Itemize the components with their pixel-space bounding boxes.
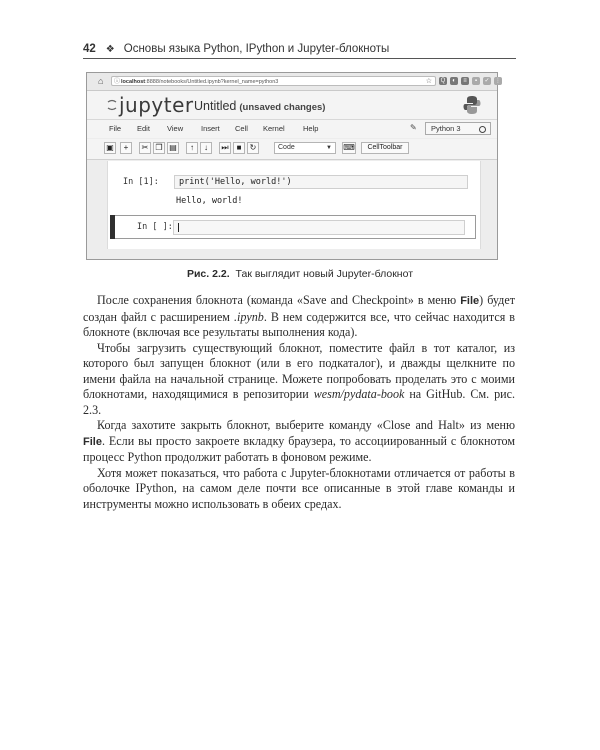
menu-file[interactable]: File: [109, 124, 122, 133]
body-text: [83, 293, 515, 512]
notebook-title[interactable]: Untitled (unsaved changes): [194, 99, 326, 113]
menu-kernel[interactable]: Kernel: [263, 124, 285, 133]
run-icon[interactable]: ⏭: [219, 142, 231, 154]
restart-icon[interactable]: ↻: [247, 142, 259, 154]
diamond-ornament-icon: ❖: [105, 43, 115, 55]
menu-help[interactable]: Help: [303, 124, 319, 133]
keyboard-icon[interactable]: ⌨: [343, 143, 355, 152]
bookmark-star-icon[interactable]: ☆: [425, 78, 432, 85]
kernel-indicator[interactable]: [425, 122, 491, 135]
kernel-name: Python 3: [431, 124, 461, 133]
cell-output: Hello, world!: [176, 196, 243, 206]
selected-code-cell[interactable]: [110, 215, 476, 239]
extension-icon[interactable]: ≡: [461, 77, 469, 85]
info-icon: ⓘ: [114, 79, 121, 85]
input-prompt: In [1]:: [123, 177, 159, 187]
copy-icon[interactable]: ❐: [153, 142, 165, 154]
browser-bar: [87, 73, 501, 91]
home-icon[interactable]: ⌂: [98, 76, 104, 86]
notebook-container: [107, 161, 481, 249]
menu-icon[interactable]: ⋮: [495, 78, 501, 84]
extension-icon[interactable]: ✓: [484, 78, 490, 84]
caption-label: Рис. 2.2.: [186, 268, 230, 280]
kernel-idle-icon: [479, 126, 486, 133]
zoom-icon[interactable]: Q: [440, 78, 446, 84]
stop-icon[interactable]: ■: [233, 142, 245, 154]
figure-caption: [0, 268, 600, 280]
paragraph: Хотя может показаться, что работа с Jupyter-блокнотами отличается от работы в оболочке IPython, на самом деле почти все описанные в этой главе команды и инструменты можно использовать в обеих средах.: [83, 465, 515, 511]
page-number: 42: [83, 43, 96, 55]
notebook-toolbar: [87, 139, 497, 160]
jupyter-screenshot-figure: [86, 72, 501, 260]
move-down-icon[interactable]: ↓: [200, 142, 212, 154]
python-logo-icon: [463, 95, 481, 115]
cut-icon[interactable]: ✂: [139, 142, 151, 154]
paragraph: Чтобы загрузить существующий блокнот, поместите файл в тот каталог, из которого был запущен блокнот (или в его подкаталог), и дважды щелкните по имени файла на начальной странице. Можете попробовать проделать это с моими блокнотами, находящимися в репозитории wesm/pydata-book на GitHub. См. рис. 2.3.: [83, 340, 515, 417]
menu-edit[interactable]: Edit: [137, 124, 150, 133]
address-bar[interactable]: [111, 76, 436, 86]
text-cursor: [178, 223, 179, 232]
extension-icon[interactable]: ◐: [450, 77, 458, 85]
celltoolbar-button[interactable]: CellToolbar: [361, 142, 409, 154]
code-input[interactable]: [174, 175, 468, 189]
menu-cell[interactable]: Cell: [235, 124, 248, 133]
save-icon[interactable]: ▣: [104, 142, 116, 154]
paragraph: После сохранения блокнота (команда «Save and Checkpoint» в меню File) будет создан файл с расширением .ipynb. В нем содержится все, что сейчас находится в блокноте (включая все результаты выполнения кода).: [83, 293, 515, 339]
insert-cell-icon[interactable]: +: [120, 142, 132, 154]
browser-extensions: [439, 77, 502, 85]
edit-pencil-icon[interactable]: ✎: [410, 123, 417, 132]
paste-icon[interactable]: ▤: [167, 142, 179, 154]
url-text: localhost:8888/notebooks/Untitled.ipynb?kernel_name=python3: [121, 79, 279, 85]
code-cell[interactable]: [118, 167, 474, 207]
page-header: [83, 40, 516, 59]
move-up-icon[interactable]: ↑: [186, 142, 198, 154]
menu-insert[interactable]: Insert: [201, 124, 220, 133]
save-status: (unsaved changes): [239, 102, 326, 113]
code-input[interactable]: [173, 220, 465, 235]
menu-view[interactable]: View: [167, 124, 184, 133]
code-text: print('Hello, world!'): [179, 177, 292, 187]
jupyter-header: [87, 91, 497, 119]
input-prompt: In [ ]:: [137, 222, 173, 232]
caption-text: Так выглядит новый Jupyter-блокнот: [235, 268, 414, 280]
running-title: Основы языка Python, IPython и Jupyter-блокноты: [123, 43, 390, 55]
paragraph: Когда захотите закрыть блокнот, выберите команду «Close and Halt» из меню File. Если вы просто закроете вкладку браузера, то ассоциированный с блокнотом процесс Python продолжит работать в фоновом режиме.: [83, 418, 515, 464]
jupyter-logo-text[interactable]: jupyter: [119, 93, 194, 117]
jupyter-logo-icon: [107, 99, 117, 111]
extension-icon[interactable]: ▪: [472, 77, 480, 85]
cell-type-select[interactable]: Code ▼: [274, 142, 336, 154]
selection-bar: [110, 215, 115, 239]
chevron-down-icon: ▼: [326, 145, 332, 151]
